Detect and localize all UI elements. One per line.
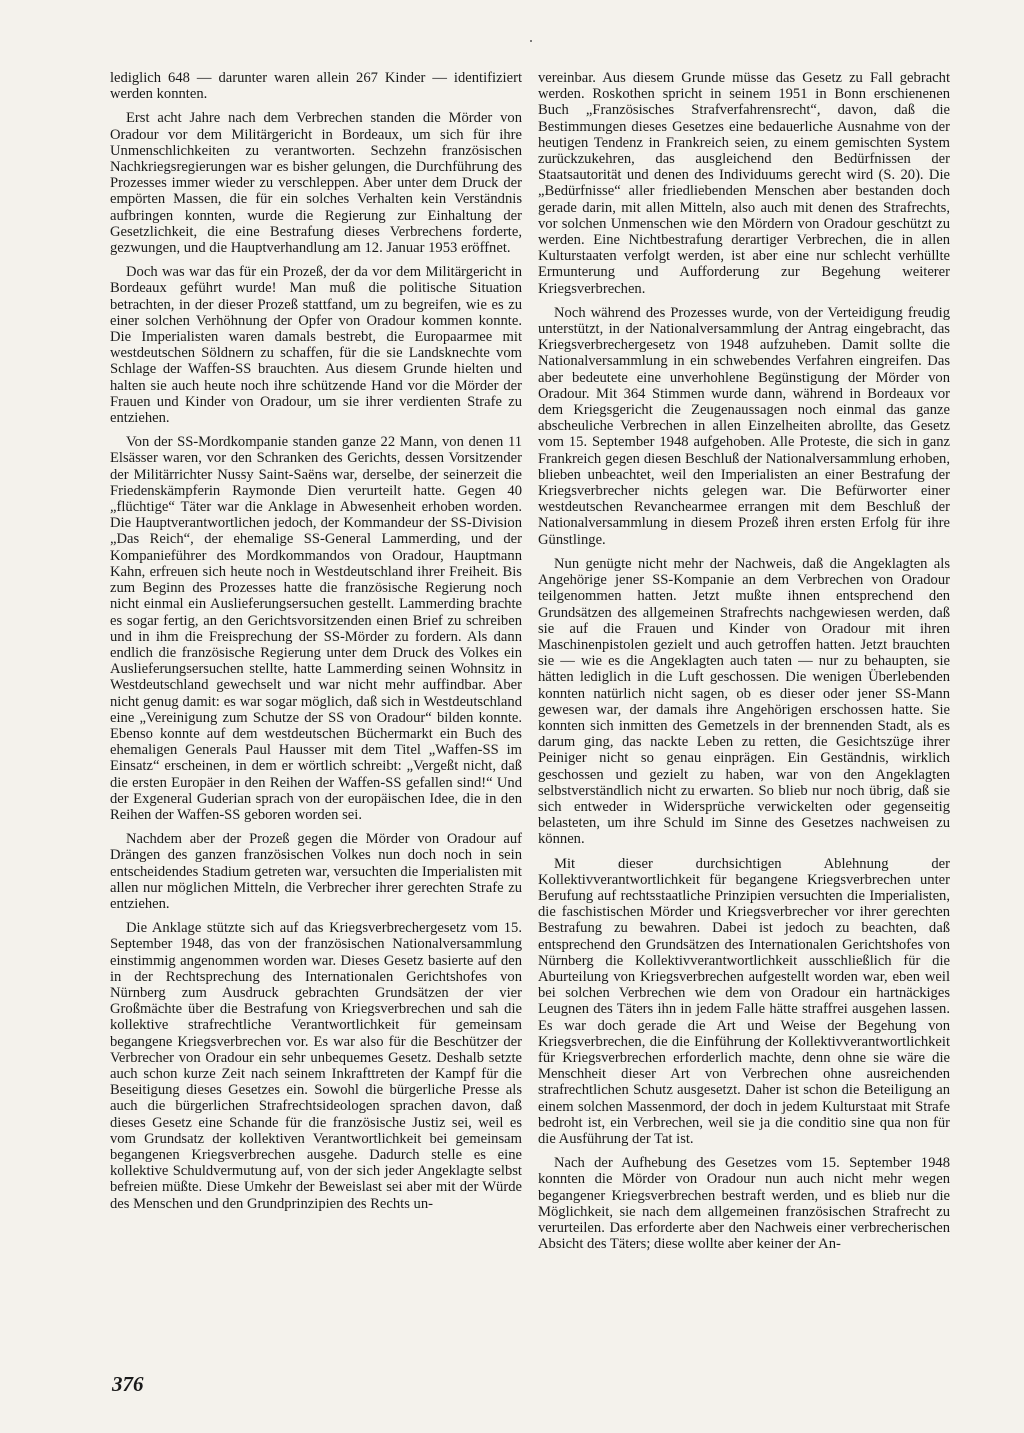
paragraph: Mit dieser durchsichtigen Ablehnung der Kollektivverantwortlichkeit für begangene Kriegsverbrechen unter Berufung auf rechtsstaatliche Prinzipien versuchten die Imperialisten, die faschistischen Mörder und Kriegsverbrecher vor ihrer gerechten Bestrafung zu bewahren. Dabei ist jedoch zu beachten, daß entsprechend den Grundsätzen des Internationalen Gerichtshofes von Nürnberg die Kollektivverantwortlichkeit ausschließlich für die Aburteilung von Kriegsverbrechen aufgestellt worden war, eben weil bei solchen Verbrechen wie dem von Oradour ein hartnäckiges Leugnen des Täters ihn in jedem Falle hätte straffrei ausgehen lassen. Es war doch gerade die Art und Weise der Begehung von Kriegsverbrechen, die die Einführung der Kollektivverantwortlichkeit für Kriegsverbrechen erforderlich machte, denn ohne sie wäre die Menschheit dieser Art von Verbrechen ohne ausreichenden strafrechtlichen Schutz ausgesetzt. Daher ist schon die Beteiligung an einem solchen Massenmord, der doch in jedem Kulturstaat mit Strafe bedroht ist, ein Verbrechen, weil sie ja die conditio sine qua non für die Ausführung der Tat ist. bbox=[538, 855, 950, 1147]
paragraph: Die Anklage stützte sich auf das Kriegsverbrechergesetz vom 15. September 1948, das von der französischen Nationalversammlung einstimmig angenommen worden war. Dieses Gesetz basierte auf den in der Rechtsprechung des Internationalen Gerichtshofes von Nürnberg zum Ausdruck gebrachten Grundsätzen der vier Großmächte über die Bestrafung von Kriegsverbrechen und sah die kollektive strafrechtliche Verantwortlichkeit für gemeinsam begangene Kriegsverbrechen vor. Es war also für die Beschützer der Verbrecher von Oradour ein sehr unbequemes Gesetz. Deshalb setzte auch schon kurze Zeit nach seinem Inkrafttreten der Kampf für die Beseitigung dieses Gesetzes ein. Sowohl die bürgerliche Presse als auch die bürgerlichen Strafrechtsideologen sprachen davon, daß dieses Gesetz eine Schande für die französische Justiz sei, weil es vom Grundsatz der kollektiven Verantwortlichkeit bei gemeinsam begangenen Kriegsverbrechen ausgehe. Dadurch stelle es eine kollektive Schuldvermutung auf, von der sich jeder Angeklagte selbst befreien müßte. Diese Umkehr der Beweislast sei aber mit der Würde des Menschen und den Grundprinzipien des Rechts un- bbox=[110, 920, 522, 1212]
paragraph: Erst acht Jahre nach dem Verbrechen standen die Mörder von Oradour vor dem Militärgericht in Bordeaux, um sich für ihre Unmenschlichkeiten zu verantworten. Sechzehn französischen Nachkriegsregierungen war es bisher gelungen, die Durchführung des Prozesses immer wieder zu verschleppen. Aber unter dem Druck der empörten Massen, die für ein solches Verhalten kein Verständnis aufbringen konnten, wurde die Regierung zur Einhaltung der Gesetzlichkeit, die eine Bestrafung dieses Verbrechens forderte, gezwungen, und die Hauptverhandlung am 12. Januar 1953 eröffnet. bbox=[110, 110, 522, 257]
paragraph: Doch was war das für ein Prozeß, der da vor dem Militärgericht in Bordeaux geführt wurde! Man muß die politische Situation betrachten, in der dieser Prozeß stattfand, um zu begreifen, wie es zu einer solchen Verhöhnung der Opfer von Oradour kommen konnte. Die Imperialisten waren damals bestrebt, die Europaarmee mit westdeutschen Söldnern zu schaffen, für die sie Landsknechte vom Schlage der Waffen-SS brauchten. Aus diesem Grunde hielten und halten sie auch heute noch ihre schützende Hand vor die Mörder der Frauen und Kinder von Oradour, um sie ihrer verdienten Strafe zu entziehen. bbox=[110, 264, 522, 427]
right-column bbox=[538, 70, 950, 1260]
paragraph: Nachdem aber der Prozeß gegen die Mörder von Oradour auf Drängen des ganzen französischen Volkes nun doch noch in sein entscheidendes Stadium getreten war, versuchten die Imperialisten mit allen nur möglichen Mitteln, die Verbrecher ihrer gerechten Strafe zu entziehen. bbox=[110, 831, 522, 912]
page-number: 376 bbox=[112, 1372, 144, 1396]
left-column bbox=[110, 70, 522, 1220]
paragraph: Nach der Aufhebung des Gesetzes vom 15. September 1948 konnten die Mörder von Oradour nun auch nicht mehr wegen begangener Kriegsverbrechen bestraft werden, und es blieb nur die Möglichkeit, sie nach dem allgemeinen französischen Strafrecht zu verurteilen. Das erforderte aber den Nachweis einer verbrecherischen Absicht des Täters; diese wollte aber keiner der An- bbox=[538, 1155, 950, 1253]
paragraph: Nun genügte nicht mehr der Nachweis, daß die Angeklagten als Angehörige jener SS-Kompanie an dem Verbrechen von Oradour teilgenommen hatten. Jetzt mußte ihnen entsprechend den Grundsätzen des allgemeinen Strafrechts nachgewiesen werden, daß sie auf die Frauen und Kinder von Oradour mit ihren Maschinenpistolen gezielt und auch getroffen hatten. Jetzt brauchten sie — wie es die Angeklagten auch taten — nur zu behaupten, sie hätten lediglich in die Luft geschossen. Die wenigen Überlebenden konnten natürlich nicht sagen, ob es dieser oder jener SS-Mann gewesen war, der damals ihre Angehörigen erschossen hatte. Sie konnten sich inmitten des Gemetzels in der brennenden Stadt, als es darum ging, das nackte Leben zu retten, die Gesichtszüge ihrer Peiniger nicht so genau einprägen. Ein Geständnis, wirklich geschossen und gezielt zu haben, war von den Angeklagten selbstverständlich nicht zu erwarten. So blieb nur noch übrig, daß sie sich entweder in Widersprüche verwickelten oder gegenseitig belasteten, um ihre Schuld im Sinne des Gesetzes nachweisen zu können. bbox=[538, 555, 950, 848]
paragraph: vereinbar. Aus diesem Grunde müsse das Gesetz zu Fall gebracht werden. Roskothen spricht in seinem 1951 in Bonn erschienenen Buch „Französisches Strafverfahrensrecht“, davon, daß die Bestimmungen dieses Gesetzes eine bedauerliche Ausnahme von der heutigen Tendenz in Frankreich seien, zu einem gemischten System zurückzukehren, das ausgleichend den Bedürfnissen der Staatsautorität und denen des Individuums gerecht wird (S. 20). Die „Bedürfnisse“ aller friedliebenden Menschen aber bestanden doch gerade darin, mit allen Mitteln, also auch mit denen des Strafrechts, vor solchen Unmenschen wie den Mördern von Oradour geschützt zu werden. Eine Nichtbestrafung derartiger Verbrechen, die in allen Kulturstaaten verfolgt werden, ist aber eine nur schlecht verhüllte Ermunterung und Aufforderung zur Begehung weiterer Kriegsverbrechen. bbox=[538, 70, 950, 297]
paragraph: Von der SS-Mordkompanie standen ganze 22 Mann, von denen 11 Elsässer waren, vor den Schranken des Gerichts, dessen Vorsitzender der Militärrichter Nussy Saint-Saëns war, derselbe, der seinerzeit die Friedenskämpferin Raymonde Dien verurteilt hatte. Gegen 40 „flüchtige“ Täter war die Anklage in Abwesenheit erhoben worden. Die Hauptverantwortlichen jedoch, der Kommandeur der SS-Division „Das Reich“, der ehemalige SS-General Lammerding, und der Kompanieführer des Mordkommandos von Oradour, Hauptmann Kahn, erfreuen sich heute noch in Westdeutschland ihrer Freiheit. Bis zum Beginn des Prozesses hatte die französische Regierung noch nicht einmal ein Auslieferungsersuchen gestellt. Lammerding brachte es sogar fertig, an den Gerichtsvorsitzenden einen Brief zu schreiben und in ihm die Freisprechung der SS-Mörder zu fordern. Als dann endlich die französische Regierung unter dem Druck des Volkes ein Auslieferungsersuchen stellte, hatte Lammerding seinen Wohnsitz in Westdeutschland gewechselt und war nicht mehr auffindbar. Aber nicht genug damit: es war sogar möglich, daß sich in Westdeutschland eine „Vereinigung zum Schutze der SS von Oradour“ bilden konnte. Ebenso konnte auf dem westdeutschen Büchermarkt ein Buch des ehemaligen Generals Paul Hausser mit dem Titel „Waffen-SS im Einsatz“ erscheinen, in dem er wörtlich schreibt: „Vergeßt nicht, daß die ersten Europäer in den Reihen der Waffen-SS gefallen sind!“ Und der Exgeneral Guderian sprach von der europäischen Idee, die in den Reihen der Waffen-SS geboren worden sei. bbox=[110, 434, 522, 823]
paragraph: Noch während des Prozesses wurde, von der Verteidigung freudig unterstützt, in der Nationalversammlung der Antrag eingebracht, das Kriegsverbrechergesetz von 1948 aufzuheben. Damit sollte die Nationalversammlung in ein schwebendes Verfahren eingreifen. Das aber bedeutete eine unverhohlene Begünstigung der Mörder von Oradour. Mit 364 Stimmen wurde dann, während in Bordeaux vor dem Kriegsgericht die Zeugenaussagen noch einmal das ganze abscheuliche Verbrechen in allen Einzelheiten abrollte, das Gesetz vom 15. September 1948 aufgehoben. Alle Proteste, die sich in ganz Frankreich gegen diesen Beschluß der Nationalversammlung erhoben, blieben unbeachtet, weil den Imperialisten an einer Bestrafung der Kriegsverbrecher nichts gelegen war. Die Befürworter einer westdeutschen Revanchearmee errangen mit dem Beschluß der Nationalversammlung in diesem Prozeß ihren ersten Erfolg für ihre Günstlinge. bbox=[538, 304, 950, 548]
print-speck bbox=[530, 40, 532, 42]
paragraph: lediglich 648 — darunter waren allein 267 Kinder — identifiziert werden konnten. bbox=[110, 70, 522, 103]
